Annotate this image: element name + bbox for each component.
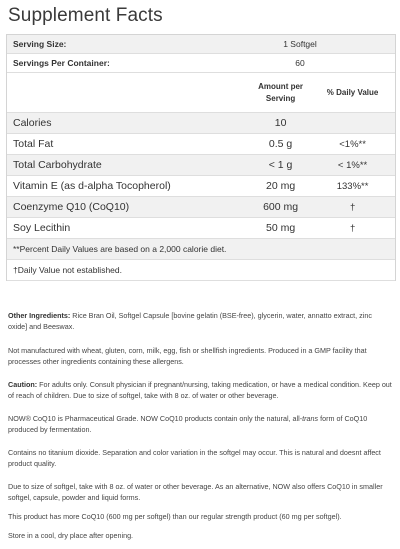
nutrient-row: [7, 113, 395, 134]
other-ingredients-label: Other Ingredients:: [8, 311, 71, 320]
servings-per-container-label: Servings Per Container:: [13, 58, 110, 68]
servings-per-container-row: [7, 54, 395, 73]
nutrient-name: Total Carbohydrate: [13, 159, 102, 171]
nutrient-name: Total Fat: [13, 138, 54, 150]
nutrient-dv: †: [349, 222, 356, 234]
strength-statement: This product has more CoQ10 (600 mg per softgel) than our regular strength product (60 mg per softgel).: [8, 512, 342, 521]
caution-statement: Caution: For adults only. Consult physician if pregnant/nursing, taking medication, or have a medical condition. Keep out of reach of children. Due to size of softgel, take with 8 oz. of water or other beverage.: [8, 380, 392, 400]
storage-statement: Store in a cool, dry place after opening.: [8, 531, 134, 540]
nutrient-row: [7, 134, 395, 155]
nutrient-dv: < 1%**: [337, 159, 368, 171]
footnote-dagger-row: [7, 260, 395, 281]
nutrient-name: Coenzyme Q10 (CoQ10): [13, 201, 130, 213]
footnote-dagger: †Daily Value not established.: [13, 265, 122, 275]
nutrient-dv: 133%**: [336, 180, 369, 192]
other-ingredients: Other Ingredients: Rice Bran Oil, Softgel Capsule [bovine gelatin (BSE-free), glycerin, water, annatto extract, zinc oxide] and Beeswax.: [8, 311, 372, 331]
softgel-size-note: Due to size of softgel, take with 8 oz. of water or other beverage. As an alternative, NOW also offers CoQ10 in smaller softgel, capsule, powder and liquid forms.: [8, 482, 383, 502]
nutrient-dv: †: [349, 201, 356, 213]
nutrient-amount: 10: [274, 117, 287, 129]
nutrient-amount: 600 mg: [263, 201, 299, 213]
nutrient-row: [7, 155, 395, 176]
column-header-row: [7, 73, 395, 113]
nutrient-row: [7, 218, 395, 239]
titanium-statement: Contains no titanium dioxide. Separation and color variation in the softgel may occur. This is natural and doesnt affect product quality.: [8, 448, 381, 468]
servings-per-container-value: 60: [295, 58, 305, 68]
nutrient-amount: 50 mg: [265, 222, 296, 234]
panel-title: Supplement Facts: [8, 5, 163, 26]
nutrient-dv: <1%**: [339, 138, 366, 150]
allergen-statement: Not manufactured with wheat, gluten, corn, milk, egg, fish or shellfish ingredients. Produced in a GMP facility that processes other ingredients containing these allergens.: [8, 346, 367, 366]
nutrient-row: [7, 197, 395, 218]
nutrient-amount: 0.5 g: [268, 138, 293, 150]
nutrient-name: Soy Lecithin: [13, 222, 71, 234]
serving-size-label: Serving Size:: [13, 39, 67, 49]
amount-per-serving-header: Amount per Serving: [258, 81, 304, 103]
footnote-percent-row: [7, 239, 395, 260]
footnote-percent: **Percent Daily Values are based on a 2,000 calorie diet.: [13, 244, 227, 254]
supplement-facts-table: [6, 34, 396, 281]
caution-label: Caution:: [8, 380, 38, 389]
serving-size-value: 1 Softgel: [283, 39, 317, 49]
nutrient-row: [7, 176, 395, 197]
nutrient-name: Calories: [13, 117, 52, 129]
nutrient-name: Vitamin E (as d-alpha Tocopherol): [13, 180, 171, 192]
daily-value-header: % Daily Value: [326, 88, 379, 97]
nutrient-amount: 20 mg: [265, 180, 296, 192]
serving-size-row: [7, 35, 395, 54]
nutrient-amount: < 1 g: [268, 159, 293, 171]
grade-statement: NOW® CoQ10 is Pharmaceutical Grade. NOW CoQ10 products contain only the natural, all-trans form of CoQ10 produced by fermentation.: [8, 414, 368, 434]
